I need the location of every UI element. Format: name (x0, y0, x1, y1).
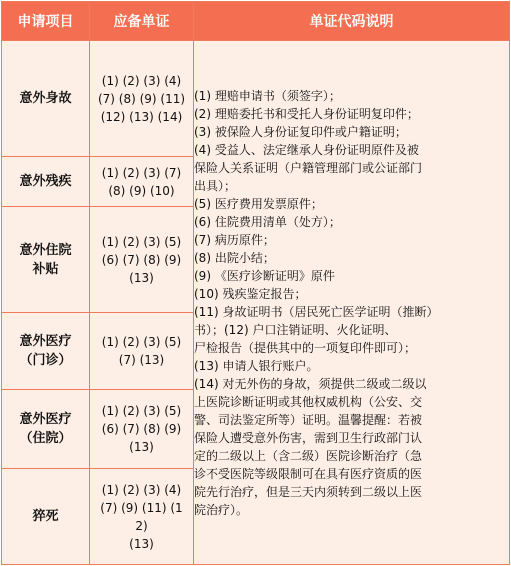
cert-line: (1) (2) (3) (7) (101, 165, 182, 180)
certs-sudden-death (90, 469, 194, 565)
cert-line: (7) (13) (118, 353, 165, 368)
desc-line: 警、司法鉴定所等）证明。温馨提醒：若被 (194, 412, 423, 427)
desc-line: 上医院诊断证明或其他权威机构（公安、交 (194, 394, 423, 409)
item-label: （门诊） (19, 353, 72, 369)
certs-hospitalization-allowance (90, 207, 194, 313)
cert-line: (1) (2) (3) (5) (101, 335, 182, 350)
item-medical-inpatient (2, 390, 90, 469)
desc-line: 保险人遭受意外伤害，需到卫生行政部门认 (194, 430, 423, 445)
cert-line: (13) (129, 270, 154, 285)
cert-line: (6) (7) (8) (9) (101, 252, 182, 267)
item-sudden-death (2, 469, 90, 565)
item-label: 意外残疾 (19, 174, 72, 190)
item-hospitalization-allowance (2, 207, 90, 313)
desc-line: (6) 住院费用清单（处方）； (194, 214, 341, 229)
claim-documents-table (1, 1, 510, 565)
desc-line: 院治疗）。 (194, 502, 249, 517)
desc-line: (13) 申请人银行账户。 (194, 358, 319, 373)
item-label: 猝死 (32, 509, 59, 525)
certs-accidental-death (90, 41, 194, 157)
item-label: 意外住院 (19, 242, 72, 258)
desc-line: 诊不受医院等级限制可在具有医疗资质的医 (194, 466, 423, 481)
desc-line: 书）；(12) 户口注销证明、火化证明、 (194, 322, 397, 337)
desc-line: (1) 理赔申请书（须签字）； (194, 88, 341, 103)
cert-line: (1) (2) (3) (4) (101, 482, 182, 497)
item-accidental-death (2, 41, 90, 157)
cert-line: (1) (2) (3) (5) (101, 234, 182, 249)
desc-line: 保险人关系证明（户籍管理部门或公证部门 (194, 160, 423, 175)
desc-line: 定的二级以上（含二级）医院诊断治疗（急 (194, 448, 423, 463)
item-accidental-disability (2, 157, 90, 207)
certs-medical-inpatient (90, 390, 194, 469)
document-code-description (194, 41, 510, 565)
desc-line: (10) 残疾鉴定报告； (194, 286, 307, 301)
item-label: （住院） (19, 431, 72, 447)
cert-line: (8) (9) (10) (108, 183, 175, 198)
desc-line: (2) 理赔委托书和受托人身份证明复印件； (194, 106, 419, 121)
desc-line: 院先行治疗，但是三天内须转到二级以上医 (194, 484, 423, 499)
cert-line: (7) (8) (9) (11) (97, 91, 186, 106)
desc-line: (7) 病历原件； (194, 232, 275, 247)
desc-line: 尸检报告（提供其中的一项复印件即可）； (194, 340, 417, 355)
item-label: 意外医疗 (19, 412, 72, 428)
desc-line: (8) 出院小结； (194, 250, 275, 265)
header-apply-item: 申请项目 (2, 2, 90, 41)
header-document-code-description: 单证代码说明 (194, 2, 510, 41)
cert-line: 2) (135, 518, 148, 533)
cert-line: (13) (129, 536, 154, 551)
cert-line: (13) (129, 440, 154, 455)
desc-line: (3) 被保险人身份证复印件或户籍证明； (194, 124, 407, 139)
header-required-documents: 应备单证 (90, 2, 194, 41)
desc-line: (11) 身故证明书（居民死亡医学证明（推断） (194, 304, 439, 319)
item-label: 补贴 (32, 261, 59, 277)
cert-line: (6) (7) (8) (9) (101, 422, 182, 437)
desc-line: (14) 对无外伤的身故，须提供二级或二级以 (194, 376, 427, 391)
cert-line: (12) (13) (14) (100, 109, 183, 124)
item-medical-outpatient (2, 313, 90, 390)
table-row (2, 41, 510, 157)
cert-line: (1) (2) (3) (5) (101, 404, 182, 419)
desc-line: (9) 《医疗诊断证明》原件 (194, 268, 335, 283)
item-label: 意外身故 (19, 91, 72, 107)
item-label: 意外医疗 (19, 334, 72, 350)
desc-line: (4) 受益人、法定继承人身份证明原件及被 (194, 142, 419, 157)
desc-line: 出具）； (194, 178, 237, 193)
cert-line: (1) (2) (3) (4) (101, 73, 182, 88)
certs-accidental-disability (90, 157, 194, 207)
certs-medical-outpatient (90, 313, 194, 390)
desc-line: (5) 医疗费用发票原件； (194, 196, 323, 211)
cert-line: (7) (9) (11) (1 (100, 500, 183, 515)
header-row (2, 2, 510, 41)
